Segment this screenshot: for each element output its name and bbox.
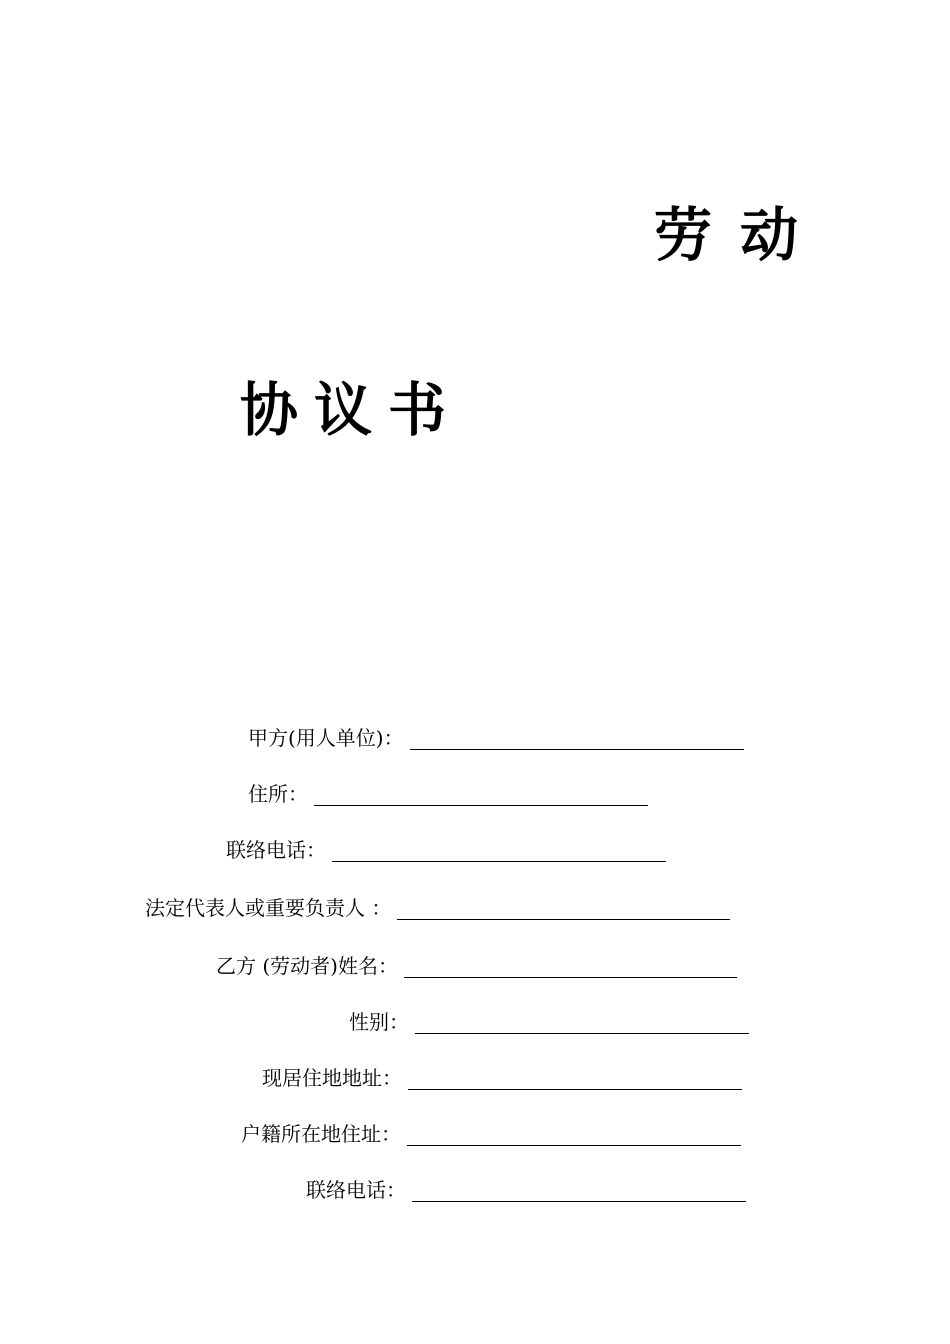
legal-representative-blank[interactable] bbox=[397, 899, 730, 920]
legal-representative-label: 法定代表人或重要负责人 ： bbox=[145, 896, 392, 920]
household-address-label: 户籍所在地住址： bbox=[241, 1122, 401, 1146]
party-a-blank[interactable] bbox=[410, 729, 744, 750]
household-address-field bbox=[241, 1122, 741, 1146]
party-a-phone-blank[interactable] bbox=[332, 841, 666, 862]
gender-label: 性别： bbox=[349, 1010, 409, 1034]
gender-field bbox=[349, 1010, 749, 1034]
party-b-name-blank[interactable] bbox=[404, 957, 737, 978]
party-a-phone-label: 联络电话： bbox=[226, 838, 326, 862]
address-label: 住所： bbox=[248, 782, 308, 806]
party-b-phone-field bbox=[306, 1178, 746, 1202]
address-field bbox=[248, 782, 648, 806]
party-a-label: 甲方(用人单位)： bbox=[248, 726, 404, 750]
household-address-blank[interactable] bbox=[407, 1125, 741, 1146]
title-line-2: 协议书 bbox=[240, 376, 463, 444]
party-b-phone-label: 联络电话： bbox=[306, 1178, 406, 1202]
party-a-field bbox=[248, 726, 744, 750]
party-b-name-field bbox=[216, 954, 737, 978]
legal-representative-field bbox=[145, 896, 730, 920]
address-blank[interactable] bbox=[314, 785, 648, 806]
party-b-phone-blank[interactable] bbox=[412, 1181, 746, 1202]
current-address-blank[interactable] bbox=[408, 1069, 742, 1090]
current-address-field bbox=[262, 1066, 742, 1090]
title-line-1: 劳动 bbox=[654, 201, 827, 269]
party-b-name-label: 乙方 (劳动者)姓名： bbox=[216, 954, 398, 978]
party-a-phone-field bbox=[226, 838, 666, 862]
current-address-label: 现居住地地址： bbox=[262, 1066, 402, 1090]
gender-blank[interactable] bbox=[415, 1013, 749, 1034]
